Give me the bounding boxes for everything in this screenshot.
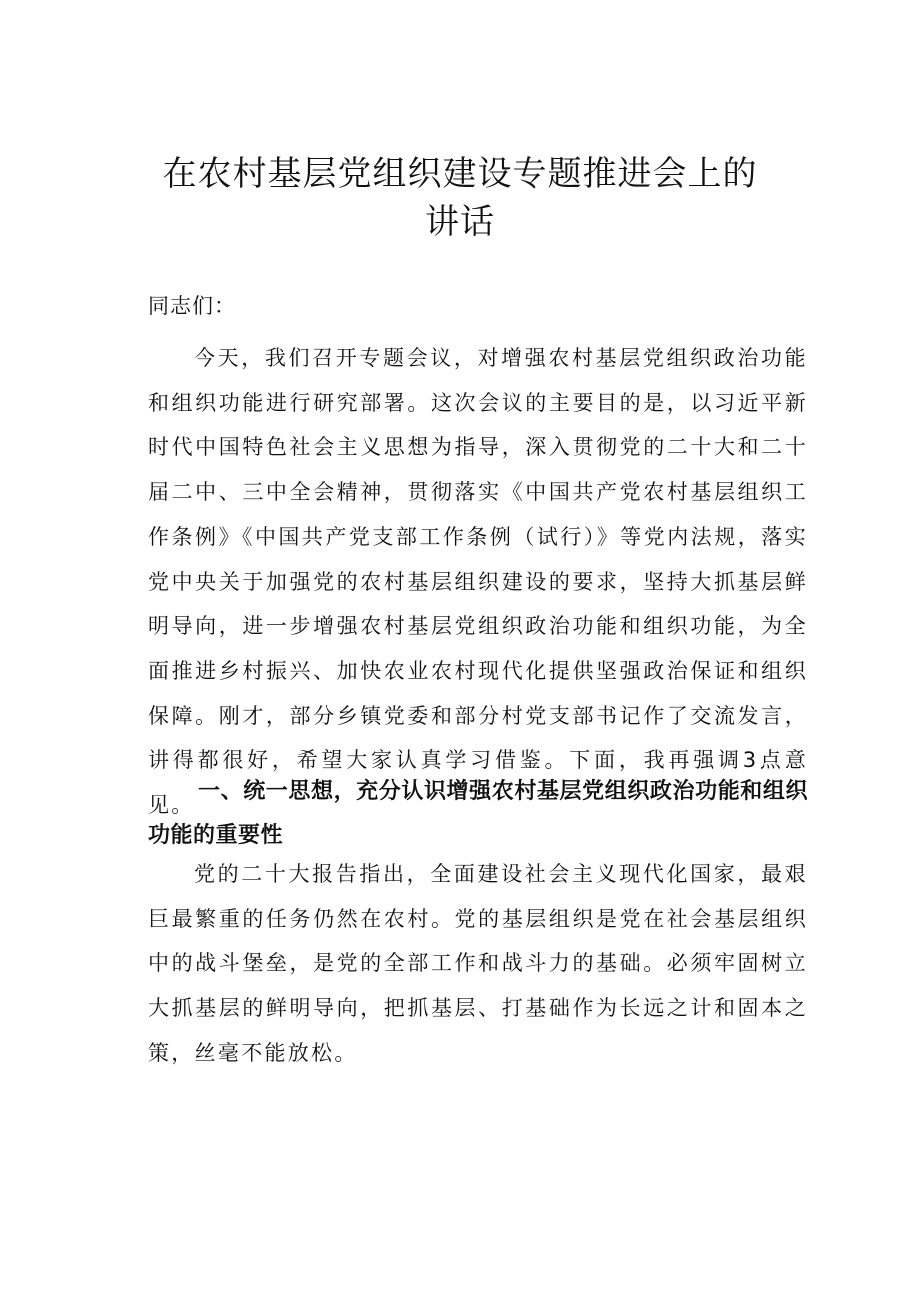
- section-heading-1: 一、统一思想，充分认识增强农村基层党组织政治功能和组织功能的重要性: [148, 779, 808, 848]
- document-title: [110, 150, 810, 246]
- paragraph-section-1: 党的二十大报告指出，全面建设社会主义现代化国家，最艰巨最繁重的任务仍然在农村。党的基层组织是党在社会基层组织中的战斗堡垒，是党的全部工作和战斗力的基础。必须牢固树立大抓基层的鲜明导向，把抓基层、打基础作为长远之计和固本之策，丝毫不能放松。: [148, 862, 808, 1065]
- title-line-2: 讲话: [425, 202, 495, 242]
- title-line-1: 在农村基层党组织建设专题推进会上的: [162, 154, 758, 194]
- salutation: 同志们：: [148, 294, 236, 318]
- paragraph-intro: 今天，我们召开专题会议，对增强农村基层党组织政治功能和组织功能进行研究部署。这次会议的主要目的是，以习近平新时代中国特色社会主义思想为指导，深入贯彻党的二十大和二十届二中、三中全会精神，贯彻落实《中国共产党农村基层组织工作条例》《中国共产党支部工作条例（试行）》等党内法规，落实党中央关于加强党的农村基层组织建设的要求，坚持大抓基层鲜明导向，进一步增强农村基层党组织政治功能和组织功能，为全面推进乡村振兴、加快农业农村现代化提供坚强政治保证和组织保障。刚才，部分乡镇党委和部分村党支部书记作了交流发言，讲得都很好，希望大家认真学习借鉴。下面，我再强调3点意见。: [148, 346, 808, 818]
